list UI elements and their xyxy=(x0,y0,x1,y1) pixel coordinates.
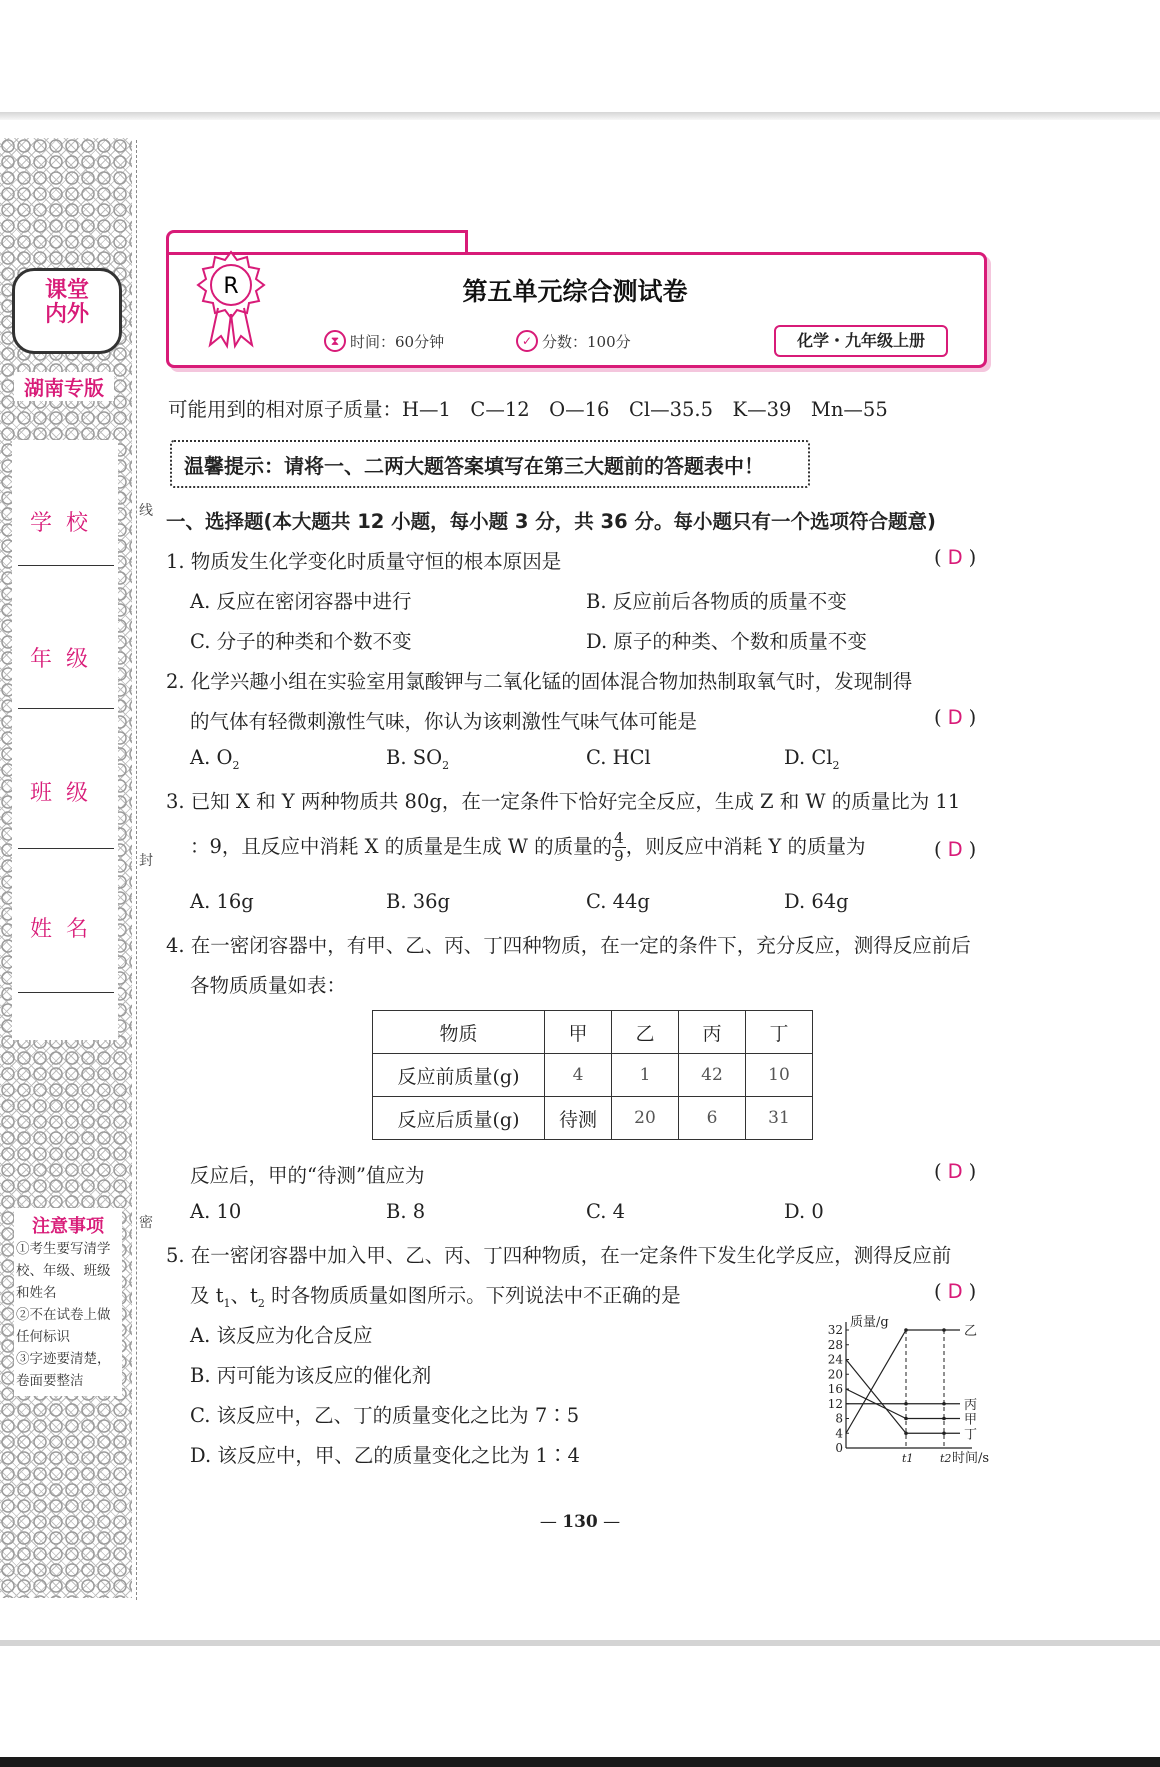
name-label: 姓名 xyxy=(29,917,102,942)
q1-option-c: C. 分子的种类和个数不变 xyxy=(190,630,412,653)
notice-item-2: ②不在试卷上做任何标识 xyxy=(16,1307,111,1345)
x-axis-label: 时间/s xyxy=(952,1451,990,1466)
series-point xyxy=(904,1328,908,1332)
q3-answer: ( D ) xyxy=(934,838,977,861)
y-tick-label: 32 xyxy=(827,1323,843,1337)
school-label: 学校 xyxy=(29,511,102,536)
grade-label: 年级 xyxy=(29,647,102,672)
table-header-cell: 甲 xyxy=(545,1011,612,1054)
q4-option-c: C. 4 xyxy=(586,1200,626,1223)
series-label: 甲 xyxy=(964,1412,978,1428)
q1-option-d: D. 原子的种类、个数和质量不变 xyxy=(586,630,867,653)
q2-option-b-sub: 2 xyxy=(442,758,450,772)
cut-mark-seal: 封 xyxy=(139,853,153,869)
q5-stem-2a: 及 t xyxy=(190,1284,224,1307)
notice-box xyxy=(14,1208,122,1396)
q5-option-c: C. 该反应中，乙、丁的质量变化之比为 7∶5 xyxy=(190,1404,580,1427)
q2-option-c: C. HCl xyxy=(586,746,651,769)
section-title: 一、选择题(本大题共 12 小题，每小题 3 分，共 36 分。每小题只有一个选项符合题意) xyxy=(166,510,936,533)
q5-option-a: A. 该反应为化合反应 xyxy=(190,1324,373,1347)
logo-line-2: 内外 xyxy=(44,302,89,327)
exam-title: 第五单元综合测试卷 xyxy=(462,277,688,306)
q2-option-b-text: B. SO xyxy=(386,746,443,769)
table-cell: 1 xyxy=(612,1054,679,1097)
q3-option-b: B. 36g xyxy=(386,890,451,913)
series-line-丁 xyxy=(846,1360,960,1434)
checkmark-icon: ✓ xyxy=(516,330,538,352)
y-tick-label: 24 xyxy=(827,1352,843,1367)
cut-mark-secret: 密 xyxy=(139,1215,153,1231)
q4-answer-value: D xyxy=(947,1160,963,1183)
table-header-cell: 物质 xyxy=(373,1011,545,1054)
series-point xyxy=(942,1431,946,1435)
q3-frac-den: 9 xyxy=(614,847,624,865)
y-tick-label: 4 xyxy=(835,1426,843,1441)
q4-option-d: D. 0 xyxy=(784,1200,824,1223)
q3-answer-value: D xyxy=(947,838,963,861)
q2-option-a-text: A. O xyxy=(190,746,233,769)
q2-option-a xyxy=(190,746,239,772)
table-cell: 4 xyxy=(545,1054,612,1097)
q5-answer: ( D ) xyxy=(934,1280,977,1303)
q3-stem-1: 3. 已知 X 和 Y 两种物质共 80g，在一定条件下恰好完全反应，生成 Z 和 W 的质量比为 11 xyxy=(166,790,961,813)
award-badge-icon xyxy=(196,250,266,350)
q3-fraction xyxy=(612,830,626,865)
q3-stem-2b: ，则反应中消耗 Y 的质量为 xyxy=(625,835,866,858)
series-label: 丙 xyxy=(964,1397,978,1413)
bottom-bar xyxy=(0,1757,1160,1767)
mass-time-chart xyxy=(810,1308,1006,1472)
cut-mark-line: 线 xyxy=(139,503,153,519)
q2-option-a-sub: 2 xyxy=(232,758,240,772)
series-point xyxy=(942,1417,946,1421)
q2-stem-1: 2. 化学兴趣小组在实验室用氯酸钾与二氧化锰的固体混合物加热制取氧气时，发现制得 xyxy=(166,670,913,693)
table-header-row xyxy=(373,1011,813,1054)
q4-stem-3: 反应后，甲的“待测”值应为 xyxy=(190,1164,425,1187)
table-header-cell: 乙 xyxy=(612,1011,679,1054)
logo-line-1: 课堂 xyxy=(44,278,89,303)
q5-stem-2 xyxy=(190,1280,681,1310)
q2-option-b xyxy=(386,746,449,772)
class-line xyxy=(18,848,114,849)
table-row xyxy=(373,1054,813,1097)
q3-stem-2 xyxy=(190,830,865,865)
y-tick-label: 12 xyxy=(827,1396,843,1411)
grade-line xyxy=(18,708,114,709)
class-label: 班级 xyxy=(29,781,102,806)
series-point xyxy=(904,1417,908,1421)
series-point xyxy=(942,1402,946,1406)
edition-label: 湖南专版 xyxy=(14,372,114,401)
q1-answer-value: D xyxy=(947,546,963,569)
tip-box xyxy=(170,440,810,488)
q5-sub-1: 1 xyxy=(223,1296,231,1310)
notice-title: 注意事项 xyxy=(32,1216,104,1237)
q4-option-a: A. 10 xyxy=(190,1200,242,1223)
q5-stem-2c: 时各物质质量如图所示。下列说法中不正确的是 xyxy=(264,1284,681,1307)
series-label: 乙 xyxy=(964,1324,978,1339)
q5-answer-value: D xyxy=(947,1280,963,1303)
table-row xyxy=(373,1097,813,1140)
subject-label: 化学・九年级上册 xyxy=(774,325,948,357)
notice-item-1: ①考生要写清学校、年级、班级和姓名 xyxy=(16,1241,111,1301)
school-line xyxy=(18,565,114,566)
table-header-cell: 丙 xyxy=(679,1011,746,1054)
table-cell: 42 xyxy=(679,1054,746,1097)
atomic-masses: 可能用到的相对原子质量：H—1 C—12 O—16 Cl—35.5 K—39 Mn—55 xyxy=(168,398,888,421)
mass-table xyxy=(372,1010,813,1140)
brand-logo xyxy=(12,268,122,354)
q1-answer: ( D ) xyxy=(934,546,977,569)
q4-stem-2: 各物质质量如表： xyxy=(190,974,347,997)
q4-answer: ( D ) xyxy=(934,1160,977,1183)
y-tick-label: 16 xyxy=(827,1382,843,1396)
hourglass-icon: ⧗ xyxy=(324,330,346,352)
x-tick-label: t2 xyxy=(940,1452,952,1465)
q5-sub-2: 2 xyxy=(257,1296,265,1310)
q3-option-d: D. 64g xyxy=(784,890,849,913)
q1-stem: 1. 物质发生化学变化时质量守恒的根本原因是 xyxy=(166,550,562,573)
q5-option-b: B. 丙可能为该反应的催化剂 xyxy=(190,1364,432,1387)
series-label: 丁 xyxy=(964,1427,978,1443)
badge-letter: R xyxy=(223,274,239,299)
table-header-cell: 丁 xyxy=(746,1011,813,1054)
q5-option-d: D. 该反应中，甲、乙的质量变化之比为 1∶4 xyxy=(190,1444,580,1467)
name-line xyxy=(18,992,114,993)
series-point xyxy=(942,1328,946,1332)
q4-stem-1: 4. 在一密闭容器中，有甲、乙、丙、丁四种物质，在一定的条件下，充分反应，测得反应前后 xyxy=(166,934,971,957)
table-cell: 反应前质量(g) xyxy=(373,1054,545,1097)
q1-option-a: A. 反应在密闭容器中进行 xyxy=(190,590,412,613)
table-cell: 6 xyxy=(679,1097,746,1140)
x-tick-label: t1 xyxy=(902,1452,914,1465)
table-cell: 31 xyxy=(746,1097,813,1140)
y-tick-label: 8 xyxy=(835,1411,843,1426)
q2-option-d-sub: 2 xyxy=(832,758,840,772)
y-tick-label: 20 xyxy=(827,1367,843,1382)
time-text: 时间：60分钟 xyxy=(350,332,445,351)
table-cell: 待测 xyxy=(545,1097,612,1140)
table-cell: 20 xyxy=(612,1097,679,1140)
page-number: — 130 — xyxy=(0,1512,1160,1532)
table-cell: 10 xyxy=(746,1054,813,1097)
table-cell: 反应后质量(g) xyxy=(373,1097,545,1140)
q3-option-c: C. 44g xyxy=(586,890,650,913)
notice-item-3: ③字迹要清楚，卷面要整洁 xyxy=(16,1351,111,1389)
q2-answer-value: D xyxy=(947,706,963,729)
score-text: 分数：100分 xyxy=(542,332,631,351)
y-tick-label: 28 xyxy=(827,1337,843,1352)
time-info xyxy=(324,330,444,352)
y-axis-label: 质量/g xyxy=(850,1315,889,1330)
y-tick-label: 0 xyxy=(835,1441,843,1455)
series-point xyxy=(904,1402,908,1406)
tip-text: 温馨提示：请将一、二两大题答案填写在第三大题前的答题表中！ xyxy=(184,454,764,478)
q2-option-d xyxy=(784,746,840,772)
q3-stem-2a: ：9，且反应中消耗 X 的质量是生成 W 的质量的 xyxy=(190,835,613,858)
q3-option-a: A. 16g xyxy=(190,890,254,913)
q5-stem-1: 5. 在一密闭容器中加入甲、乙、丙、丁四种物质，在一定条件下发生化学反应，测得反应前 xyxy=(166,1244,952,1267)
score-info xyxy=(516,330,631,352)
q2-answer: ( D ) xyxy=(934,706,977,729)
q4-option-b: B. 8 xyxy=(386,1200,426,1223)
q5-stem-2b: 、t xyxy=(230,1284,258,1307)
q1-option-b: B. 反应前后各物质的质量不变 xyxy=(586,590,847,613)
cut-line xyxy=(136,140,137,1600)
series-point xyxy=(904,1431,908,1435)
q2-option-d-text: D. Cl xyxy=(784,746,833,769)
q2-stem-2: 的气体有轻微刺激性气味，你认为该刺激性气味气体可能是 xyxy=(190,710,698,733)
q3-frac-num: 4 xyxy=(614,829,624,847)
